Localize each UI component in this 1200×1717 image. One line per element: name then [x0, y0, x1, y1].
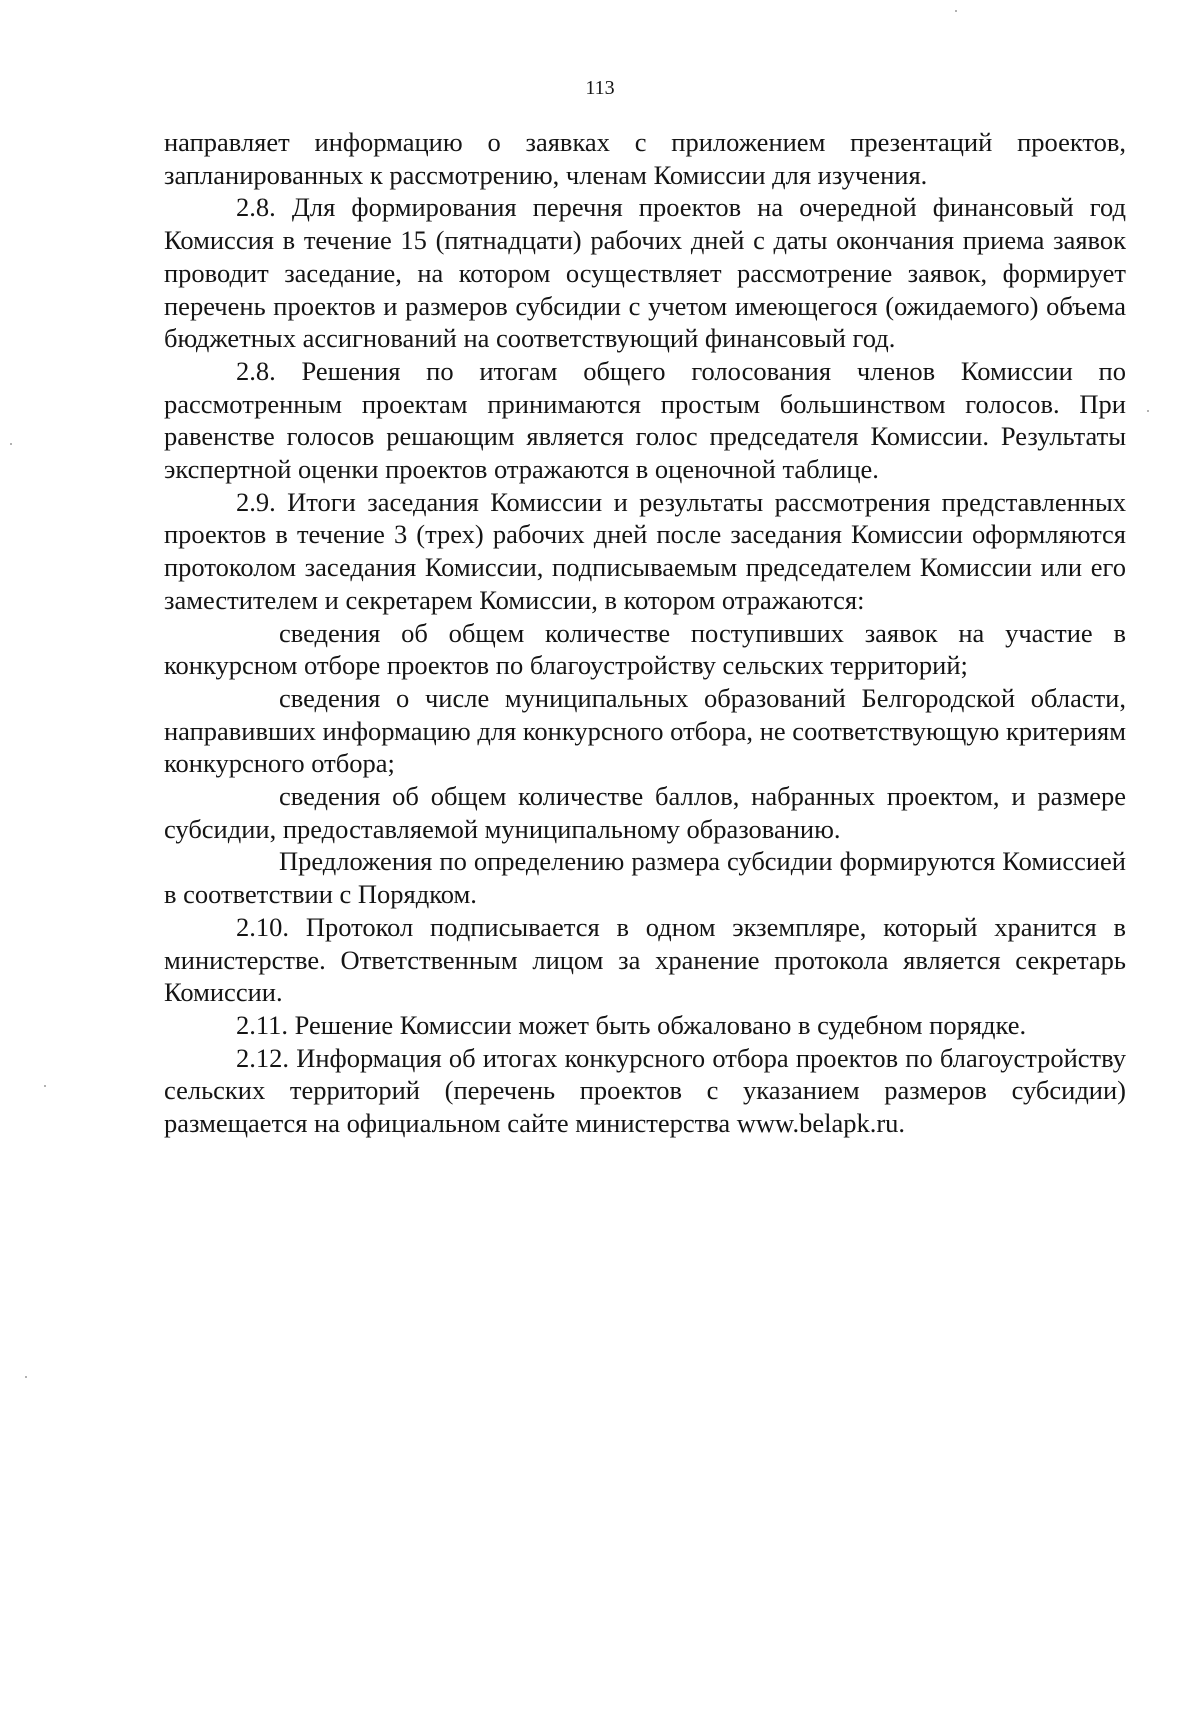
paragraph-2-12-publication: 2.12. Информация об итогах конкурсного отбора проектов по благоустройству сельских территорий (перечень проектов с указанием размеров субсидии) размещается на официальном сайте министерства www.belapk.ru. [164, 1042, 1126, 1139]
paragraph-2-8-formation: 2.8. Для формирования перечня проектов на очередной финансовый год Комиссия в течение 15 (пятнадцати) рабочих дней с даты окончания приема заявок проводит заседание, на котором осуществляет рассмотрение заявок, формирует перечень проектов и размеров субсидии с учетом имеющегося (ожидаемого) объема бюджетных ассигнований на соответствующий финансовый год. [164, 192, 1126, 354]
paragraph-municipalities-info: сведения о числе муниципальных образований Белгородской области, направивших информацию для конкурсного отбора, не соответствующую критериям конкурсного отбора; [164, 682, 1126, 779]
paragraph-2-11-appeal: 2.11. Решение Комиссии может быть обжаловано в судебном порядке. [236, 1009, 1027, 1040]
paragraph-score-subsidy: сведения об общем количестве баллов, набранных проектом, и размере субсидии, предоставляемой муниципальному образованию. [164, 781, 1126, 844]
paragraph-2-8-decisions: 2.8. Решения по итогам общего голосования членов Комиссии по рассмотренным проектам принимаются простым большинством голосов. При равенстве голосов решающим является голос председателя Комиссии. Результаты экспертной оценки проектов отражаются в оценочной таблице. [164, 355, 1126, 485]
scan-speck [44, 1085, 46, 1087]
page-number: 113 [585, 77, 615, 99]
scan-speck [955, 10, 957, 12]
document-body [164, 126, 1126, 1140]
scan-speck [25, 1376, 27, 1378]
paragraph-2-10-protocol: 2.10. Протокол подписывается в одном экземпляре, который хранится в министерстве. Ответственным лицом за хранение протокола является секретарь Комиссии. [164, 911, 1126, 1008]
paragraph-2-9-results: 2.9. Итоги заседания Комиссии и результаты рассмотрения представленных проектов в течение 3 (трех) рабочих дней после заседания Комиссии оформляются протоколом заседания Комиссии, подписываемым председателем Комиссии или его заместителем и секретарем Комиссии, в котором отражаются: [164, 486, 1126, 615]
scan-speck [1147, 410, 1149, 412]
paragraph-subsidy-proposals: Предложения по определению размера субсидии формируются Комиссией в соответствии с Порядком. [164, 846, 1126, 910]
scan-speck [10, 443, 12, 445]
paragraph-intro-continuation: направляет информацию о заявках с приложением презентаций проектов, запланированных к рассмотрению, членам Комиссии для изучения. [164, 127, 1126, 190]
paragraph-applications-count: сведения об общем количестве поступивших заявок на участие в конкурсном отборе проектов по благоустройству сельских территорий; [164, 617, 1126, 681]
